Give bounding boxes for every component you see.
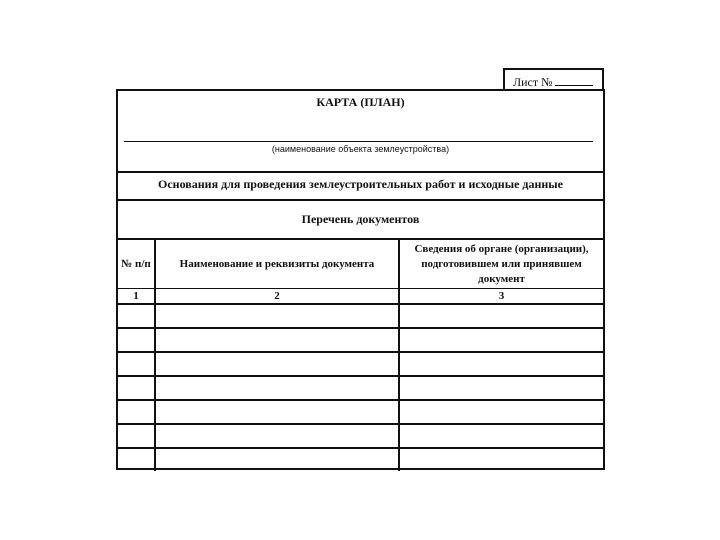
table-header-row <box>118 239 603 289</box>
table-cell[interactable] <box>399 328 603 352</box>
column-number: 1 <box>118 289 155 305</box>
table-cell[interactable] <box>155 448 399 471</box>
table-cell[interactable] <box>118 304 155 328</box>
table-cell[interactable] <box>155 424 399 448</box>
table-cell[interactable] <box>155 376 399 400</box>
table-cell[interactable] <box>399 400 603 424</box>
basis-heading: Основания для проведения землеустроительных работ и исходные данные <box>158 177 563 191</box>
table-row <box>118 304 603 328</box>
sheet-number-box <box>503 68 604 90</box>
documents-table <box>118 238 603 471</box>
table-row <box>118 328 603 352</box>
table-cell[interactable] <box>155 304 399 328</box>
table-cell[interactable] <box>118 328 155 352</box>
table-cell[interactable] <box>399 304 603 328</box>
header-document-name: Наименование и реквизиты документа <box>155 239 399 289</box>
table-cell[interactable] <box>399 376 603 400</box>
column-number: 2 <box>155 289 399 305</box>
card-title: КАРТА (ПЛАН) <box>316 95 405 109</box>
table-row <box>118 448 603 471</box>
table-row <box>118 376 603 400</box>
table-cell[interactable] <box>155 328 399 352</box>
divider-1 <box>118 171 603 173</box>
table-cell[interactable] <box>118 424 155 448</box>
table-cell[interactable] <box>118 400 155 424</box>
header-issuer-info: Сведения об органе (организации), подготовившем или принявшем документ <box>399 239 603 289</box>
divider-2 <box>118 199 603 201</box>
table-cell[interactable] <box>399 448 603 471</box>
column-number-row <box>118 289 603 305</box>
column-number: 3 <box>399 289 603 305</box>
header-number: № п/п <box>118 239 155 289</box>
table-cell[interactable] <box>118 376 155 400</box>
table-row <box>118 400 603 424</box>
table-cell[interactable] <box>399 424 603 448</box>
table-row <box>118 424 603 448</box>
table-cell[interactable] <box>399 352 603 376</box>
sheet-number-label: Лист № <box>513 75 553 89</box>
table-cell[interactable] <box>118 352 155 376</box>
object-name-caption: (наименование объекта землеустройства) <box>271 144 450 154</box>
documents-heading: Перечень документов <box>301 212 420 226</box>
table-cell[interactable] <box>155 352 399 376</box>
map-plan-card <box>116 89 605 470</box>
table-row <box>118 352 603 376</box>
table-cell[interactable] <box>118 448 155 471</box>
object-name-line[interactable] <box>124 141 593 142</box>
sheet-number-blank[interactable] <box>555 74 593 86</box>
table-cell[interactable] <box>155 400 399 424</box>
